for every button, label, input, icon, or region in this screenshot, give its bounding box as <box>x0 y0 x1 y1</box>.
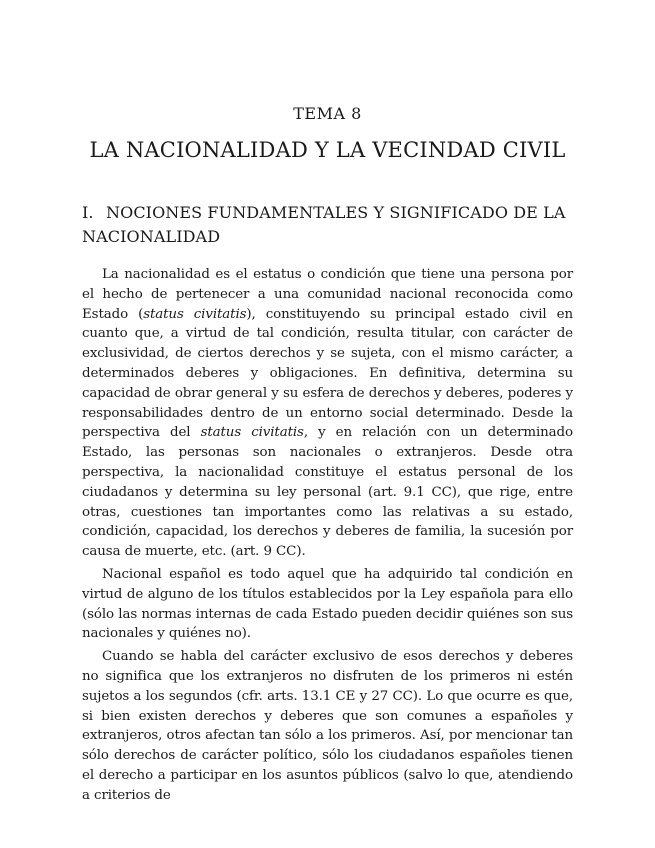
paragraph-1-italic-term: status civitatis <box>143 306 247 322</box>
paragraph-1-text-c: ), constituyendo su principal estado civil en cuanto que, a virtud de tal condición, resulta titular, con carácter de exclusividad, de ciertos derechos y se sujeta, con el mismo carácter, a determinados deberes y obligaciones. En definitiva, determina su capacidad de obrar general y su esfera de derechos y deberes, poderes y responsabilidades dentro de un entorno social determinado. Desde la perspectiva del <box>82 306 573 441</box>
section-number: I. <box>82 203 94 222</box>
paragraph-1-italic-term-2: status civitatis <box>200 425 304 441</box>
section-heading <box>82 201 582 249</box>
body-text <box>82 265 573 809</box>
paragraph-1-text-e: , y en relación con un determinado Estado, las personas son nacionales o extranjeros. Desde otra perspectiva, la nacionalidad constituye el estatus personal de los ciudadanos y determina su ley personal (art. 9.1 CC), que rige, entre otras, cuestiones tan importantes como las relativas a su estado, condición, capacidad, los derechos y deberes de familia, la sucesión por causa de muerte, etc. (art. 9 CC). <box>82 425 573 560</box>
paragraph-1 <box>82 265 573 562</box>
chapter-title: LA NACIONALIDAD Y LA VECINDAD CIVIL <box>89 138 566 162</box>
paragraph-1-text-a: La nacionalidad es el estatus o condición que tiene una persona por el hecho de pertenecer a una comunidad nacional reconocida como Estado ( <box>82 267 573 322</box>
paragraph-3: Cuando se habla del carácter exclusivo de esos derechos y deberes no significa que los extranjeros no disfruten de los primeros ni estén sujetos a los segundos (cfr. arts. 13.1 CE y 27 CC). Lo que ocurre es que, si bien existen derechos y deberes que son comunes a españoles y extranjeros, otros afectan tan sólo a los primeros. Así, por mencionar tan sólo derechos de carácter político, sólo los ciudadanos españoles tienen el derecho a participar en los asuntos públicos (salvo lo que, atendiendo a criterios de <box>82 649 573 803</box>
section-title: NOCIONES FUNDAMENTALES Y SIGNIFICADO DE LA NACIONALIDAD <box>82 203 566 246</box>
chapter-label: TEMA 8 <box>293 104 362 123</box>
paragraph-2: Nacional español es todo aquel que ha adquirido tal condición en virtud de alguno de los títulos establecidos por la Ley española para ello (sólo las normas internas de cada Estado pueden decidir quiénes son sus nacionales y quiénes no). <box>82 566 573 642</box>
